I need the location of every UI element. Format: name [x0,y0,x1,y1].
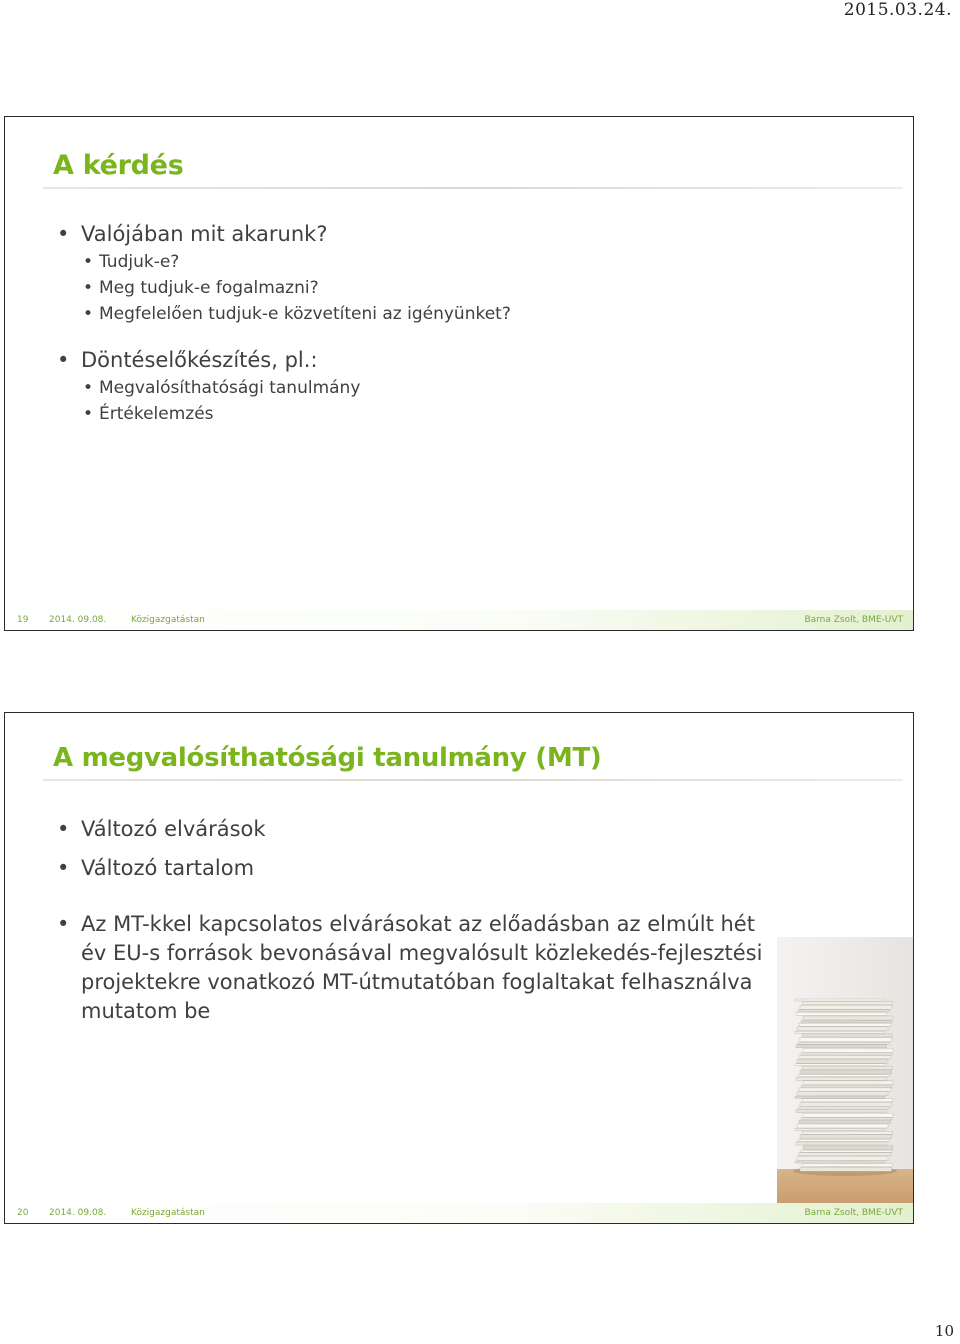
paper-sheet [799,1023,891,1026]
footer-course: Közigazgatástan [131,615,205,625]
paper-sheet [801,1118,892,1120]
bullet-icon: • [57,856,70,880]
paper-sheet [796,1077,887,1080]
paper-sheet [796,1142,887,1145]
footer-date: 2014. 09.08. [49,615,107,625]
slide-title: A megvalósíthatósági tanulmány (MT) [53,743,602,773]
bullet-item [53,346,511,375]
paper-stack-image [777,937,913,1207]
bullet-text: Tudjuk-e? [99,252,180,272]
bullet-icon: • [57,912,70,936]
paper-sheet [795,1064,885,1066]
paper-sheet [803,1016,893,1020]
paper-sheet [797,1059,888,1063]
bullet-text: Meg tudjuk-e fogalmazni? [99,278,319,298]
bullet-item [53,854,773,883]
paper-sheet [799,1120,891,1123]
paper-sheet [801,1053,892,1055]
paper-sheet [801,1021,892,1023]
sub-bullet-item [53,401,511,427]
bullet-text: Változó elvárások [81,817,266,841]
slide-20 [4,712,914,1224]
paper-sheet [795,1031,885,1033]
bullet-icon: • [83,378,94,398]
title-divider [43,187,903,189]
paper-sheet [800,1167,892,1171]
paper-sheet [801,1085,892,1087]
paper-sheet [802,1131,893,1134]
paper-sheet [795,1096,885,1098]
bullet-icon: • [83,252,94,272]
paper-sheet [802,1002,893,1005]
sub-bullet-item [53,275,511,301]
footer-date: 2014. 09.08. [49,1208,107,1218]
bullet-text: Változó tartalom [81,856,255,880]
bullet-item [53,220,511,249]
paper-sheet [796,1110,887,1113]
slide-number: 19 [17,615,29,625]
paper-sheet [803,1048,893,1052]
bullet-text: Értékelemzés [99,404,214,424]
paper-sheet [800,1005,892,1009]
title-divider [43,779,903,781]
paper-sheet [798,1010,890,1012]
page-number: 10 [934,1322,954,1340]
paper-sheet [803,1146,893,1150]
paper-sheet [795,1161,885,1163]
bullet-icon: • [57,348,70,372]
bullet-icon: • [57,222,70,246]
paper-sheet [796,1012,887,1015]
page-date: 2015.03.24. [843,0,952,20]
paper-sheet [799,1056,891,1059]
sub-bullet-item [53,249,511,275]
paper-sheet [800,1038,892,1042]
paper-sheet [802,1099,893,1102]
footer-author: Barna Zsolt, BME-UVT [804,1208,903,1218]
paper-sheet [801,1150,892,1152]
bullet-text: Az MT-kkel kapcsolatos elvárásokat az előadásban az elmúlt hét év EU-s források bevonásával megvalósult közlekedés-fejlesztési projektekre vonatkozó MT-útmutatóban foglaltakat felhasználva mutatom be [81,912,763,1023]
paper-sheet [795,1129,885,1131]
paper-sheet [802,1164,893,1167]
sub-bullet-item [53,301,511,327]
paper-sheet [802,1066,893,1069]
bullet-text: Valójában mit akarunk? [81,222,328,246]
paper-sheet [803,1113,893,1117]
footer-author: Barna Zsolt, BME-UVT [804,615,903,625]
paper-sheet [800,1102,892,1106]
bullet-item [53,815,773,844]
paper-sheet [797,1027,888,1031]
sub-bullet-item [53,375,511,401]
paper-sheet [797,1092,888,1096]
bullet-icon: • [83,304,94,324]
bullet-text: Döntéselőkészítés, pl.: [81,348,318,372]
footer-course: Közigazgatástan [131,1208,205,1218]
bullet-list [53,815,773,1036]
paper-sheet [798,1107,890,1109]
paper-sheet [798,1139,890,1141]
paper-sheet [798,1042,890,1044]
paper-sheet [795,999,885,1001]
slide-footer [5,1203,913,1223]
bullet-text: Megfelelően tudjuk-e közvetíteni az igényünket? [99,304,511,324]
bullet-item [53,910,773,1026]
paper-sheet [799,1153,891,1156]
bullet-icon: • [57,817,70,841]
bullet-icon: • [83,278,94,298]
slide-footer [5,610,913,630]
paper-sheet [800,1070,892,1074]
slide-19 [4,116,914,631]
bullet-icon: • [83,404,94,424]
slide-title: A kérdés [53,150,184,181]
paper-sheet [799,1088,891,1091]
bullet-list [53,220,511,427]
paper-sheet [798,1075,890,1077]
paper-sheet [796,1045,887,1048]
spacer [53,327,511,346]
paper-sheet [797,1124,888,1128]
paper-sheet [800,1135,892,1139]
paper-sheet [803,1081,893,1085]
bullet-text: Megvalósíthatósági tanulmány [99,378,361,398]
paper-sheet [802,1034,893,1037]
slide-number: 20 [17,1208,29,1218]
paper-sheet [797,1156,888,1160]
